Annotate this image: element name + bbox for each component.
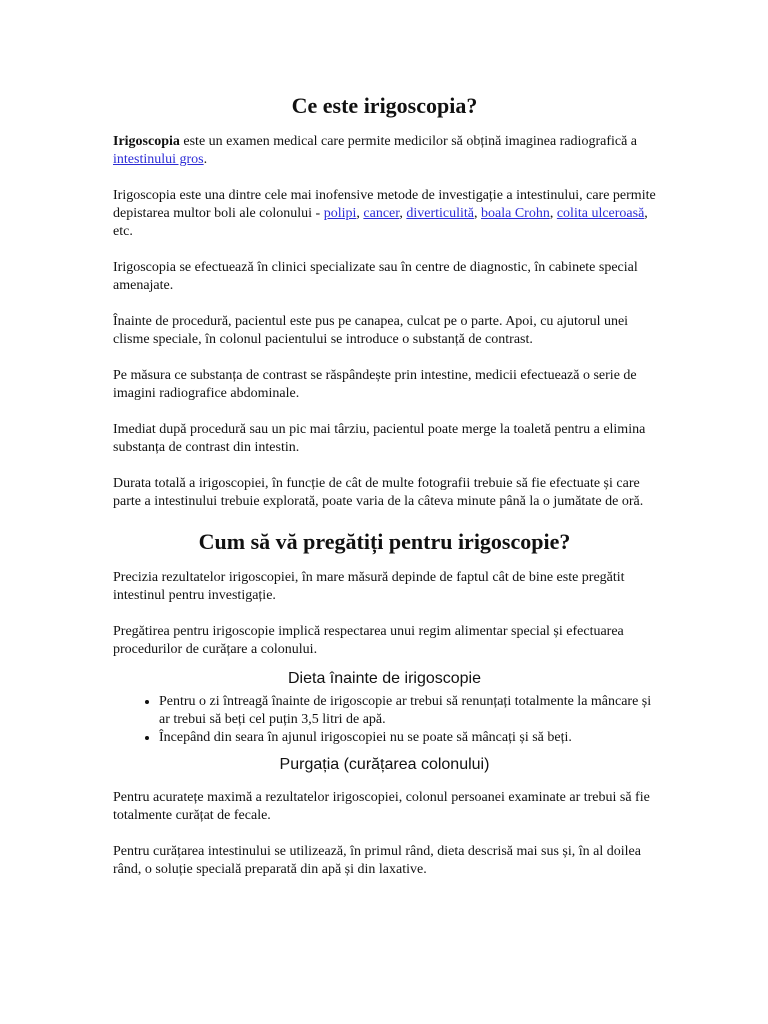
diseases-end: , etc. [113, 206, 648, 239]
link-boala-crohn[interactable]: boala Crohn [481, 206, 550, 221]
paragraph-clinics: Irigoscopia se efectuează în clinici specializate sau în centre de diagnostic, în cabinete special amenajate. [113, 260, 638, 293]
subheading-purgation: Purgația (curățarea colonului) [279, 756, 490, 773]
paragraph-cleaning: Pentru curățarea intestinului se utilizează, în primul rând, dieta descrisă mai sus și, în al doilea rând, o soluție specială preparată din apă și din laxative. [113, 844, 641, 877]
diseases-paragraph [113, 187, 656, 241]
section-title-preparation: Cum să vă pregătiți pentru irigoscopie? [198, 529, 571, 554]
paragraph-procedure: Înainte de procedură, pacientul este pus pe canapea, culcat pe o parte. Apoi, cu ajutorul unei clisme speciale, în colonul pacientului se introduce o substanță de contrast. [113, 314, 629, 347]
sep: , [474, 206, 482, 221]
page-title: Ce este irigoscopia? [291, 93, 478, 118]
list-item: • Pentru o zi întreagă înainte de irigoscopie ar trebui să renunțați totalmente la mâncare și ar trebui să beți cel puțin 3,5 litri de apă. [159, 693, 656, 729]
link-polipi[interactable]: polipi [323, 206, 357, 221]
sep: , [356, 206, 364, 221]
link-intestinului-gros[interactable]: intestinului gros [113, 152, 204, 167]
sep: , [399, 206, 407, 221]
link-colita-ulceroasa[interactable]: colita ulceroasă [556, 206, 645, 221]
intro-paragraph [113, 133, 656, 169]
link-cancer[interactable]: cancer [363, 206, 400, 221]
intro-bold-term: Irigoscopia [113, 134, 180, 149]
list-item: • Începând din seara în ajunul irigoscopiei nu se poate să mâncați și să beți. [159, 729, 656, 747]
paragraph-contrast: Pe măsura ce substanța de contrast se răspândește prin intestine, medicii efectuează o serie de imagini radiografice abdominale. [113, 368, 637, 401]
diet-list [113, 693, 656, 747]
paragraph-accuracy: Pentru acuratețe maximă a rezultatelor irigoscopiei, colonul persoanei examinate ar trebui să fie totalmente curățat de fecale. [113, 790, 650, 823]
intro-end: . [203, 152, 208, 167]
sep: , [549, 206, 557, 221]
intro-text: este un examen medical care permite medicilor să obțină imaginea radiografică a [179, 134, 638, 149]
paragraph-after: Imediat după procedură sau un pic mai târziu, pacientul poate merge la toaletă pentru a elimina substanța de contrast din intestin. [113, 422, 646, 455]
paragraph-precision: Precizia rezultatelor irigoscopiei, în mare măsură depinde de faptul cât de bine este pregătit intestinul pentru investigație. [113, 570, 625, 603]
paragraph-preparation: Pregătirea pentru irigoscopie implică respectarea unui regim alimentar special și efectuarea procedurilor de curățare a colonului. [113, 624, 624, 657]
subheading-diet: Dieta înainte de irigoscopie [287, 670, 481, 687]
link-diverticulita[interactable]: diverticulită [406, 206, 475, 221]
diseases-text: Irigoscopia este una dintre cele mai inofensive metode de investigație a intestinului, care permite depistarea multor boli ale colonului - [113, 188, 656, 221]
paragraph-duration: Durata totală a irigoscopiei, în funcție de cât de multe fotografii trebuie să fie efectuate și care parte a intestinului trebuie explorată, poate varia de la câteva minute până la o jumătate de oră. [113, 476, 644, 509]
